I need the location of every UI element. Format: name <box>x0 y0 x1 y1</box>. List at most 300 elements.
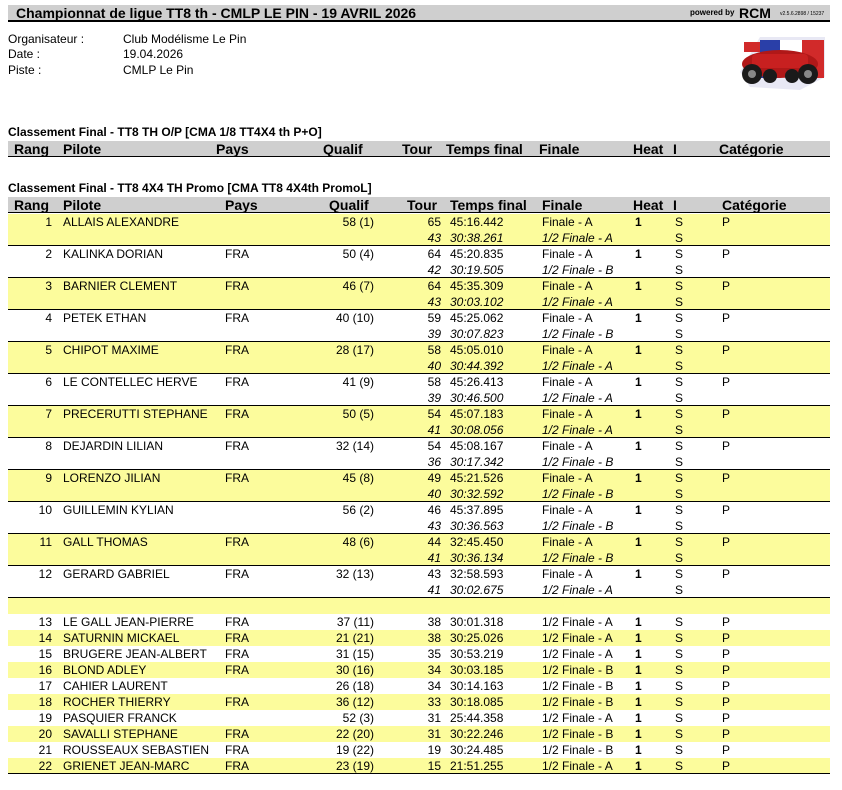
cell-pays: FRA <box>225 471 249 485</box>
section-title: Classement Final - TT8 TH O/P [CMA 1/8 TT4X4 th P+O] <box>8 125 322 139</box>
cell-pays: FRA <box>225 439 249 453</box>
cell-finale: 1/2 Finale - A <box>542 615 613 629</box>
cell-rang: 16 <box>38 663 52 677</box>
cell-tour: 58 <box>427 343 441 357</box>
cell-temps: 30:25.026 <box>450 631 504 645</box>
cell-i: S <box>675 327 684 341</box>
cell-rang: 19 <box>38 711 52 725</box>
cell-finale: Finale - A <box>542 247 593 261</box>
cell-temps: 30:38.261 <box>450 231 504 245</box>
cell-i: S <box>675 311 684 325</box>
cell-tour: 43 <box>427 231 441 245</box>
cell-heat: 1 <box>635 535 642 549</box>
table-row <box>8 646 830 662</box>
cell-pays: FRA <box>225 727 249 741</box>
cell-pilote: BRUGERE JEAN-ALBERT <box>63 647 207 661</box>
cell-finale: 1/2 Finale - B <box>542 263 614 277</box>
cell-temps: 45:21.526 <box>450 471 504 485</box>
col-temps: Temps final <box>450 197 527 213</box>
cell-temps: 25:44.358 <box>450 711 504 725</box>
col-tour: Tour <box>407 197 438 213</box>
table-row <box>8 262 830 278</box>
brand-label: RCM <box>739 5 771 21</box>
cell-rang: 21 <box>38 743 52 757</box>
page-title: Championnat de ligue TT8 th - CMLP LE PIN - 19 AVRIL 2026 <box>16 5 417 21</box>
cell-tour: 34 <box>427 663 441 677</box>
cell-pilote: LE CONTELLEC HERVE <box>63 375 198 389</box>
cell-cat: P <box>722 407 731 421</box>
cell-tour: 64 <box>427 279 441 293</box>
info-label: Date : <box>8 47 41 61</box>
cell-rang: 4 <box>45 311 52 325</box>
cell-cat: P <box>722 439 731 453</box>
table-row <box>8 326 830 342</box>
cell-rang: 9 <box>45 471 52 485</box>
table-row <box>8 502 830 518</box>
col-finale: Finale <box>539 141 580 157</box>
cell-i: S <box>675 215 684 229</box>
cell-finale: Finale - A <box>542 375 593 389</box>
cell-cat: P <box>722 679 731 693</box>
cell-pays: FRA <box>225 535 249 549</box>
table-row <box>8 534 830 550</box>
cell-temps: 30:36.134 <box>450 551 504 565</box>
cell-tour: 59 <box>427 311 441 325</box>
cell-tour: 41 <box>427 423 441 437</box>
col-heat: Heat <box>633 141 664 157</box>
cell-cat: P <box>722 503 731 517</box>
table-header <box>8 197 830 213</box>
cell-pilote: GRIENET JEAN-MARC <box>63 759 190 773</box>
cell-rang: 3 <box>45 279 52 293</box>
cell-tour: 41 <box>427 583 441 597</box>
cell-finale: Finale - A <box>542 279 593 293</box>
cell-tour: 43 <box>427 567 441 581</box>
cell-rang: 12 <box>38 567 52 581</box>
cell-pilote: PRECERUTTI STEPHANE <box>63 407 208 421</box>
cell-heat: 1 <box>635 663 642 677</box>
cell-tour: 49 <box>427 471 441 485</box>
cell-finale: 1/2 Finale - A <box>542 359 613 373</box>
cell-tour: 34 <box>427 679 441 693</box>
cell-temps: 21:51.255 <box>450 759 504 773</box>
cell-pays: FRA <box>225 743 249 757</box>
cell-i: S <box>675 503 684 517</box>
table-row <box>8 342 830 358</box>
cell-temps: 30:36.563 <box>450 519 504 533</box>
cell-pays: FRA <box>225 343 249 357</box>
cell-cat: P <box>722 743 731 757</box>
cell-cat: P <box>722 615 731 629</box>
cell-heat: 1 <box>635 471 642 485</box>
cell-pays: FRA <box>225 631 249 645</box>
cell-cat: P <box>722 647 731 661</box>
cell-heat: 1 <box>635 647 642 661</box>
cell-qualif: 21 (21) <box>335 631 374 645</box>
cell-pilote: PETEK ETHAN <box>63 311 147 325</box>
col-finale: Finale <box>542 197 583 213</box>
cell-qualif: 52 (3) <box>342 711 374 725</box>
info-value: Club Modélisme Le Pin <box>123 32 247 46</box>
cell-temps: 45:05.010 <box>450 343 504 357</box>
cell-finale: Finale - A <box>542 503 593 517</box>
cell-tour: 43 <box>427 295 441 309</box>
cell-i: S <box>675 615 684 629</box>
cell-rang: 18 <box>38 695 52 709</box>
cell-finale: 1/2 Finale - B <box>542 519 614 533</box>
cell-heat: 1 <box>635 631 642 645</box>
cell-i: S <box>675 519 684 533</box>
table-row <box>8 406 830 422</box>
cell-i: S <box>675 631 684 645</box>
cell-qualif: 37 (11) <box>336 615 374 629</box>
cell-i: S <box>675 279 684 293</box>
cell-pilote: ROUSSEAUX SEBASTIEN <box>63 743 210 757</box>
cell-i: S <box>675 535 684 549</box>
cell-pays: FRA <box>225 663 249 677</box>
table-row <box>8 582 830 598</box>
cell-tour: 42 <box>427 263 441 277</box>
cell-rang: 8 <box>45 439 52 453</box>
cell-pays: FRA <box>225 375 249 389</box>
cell-i: S <box>675 743 684 757</box>
cell-rang: 15 <box>38 647 52 661</box>
col-cat: Catégorie <box>719 141 784 157</box>
cell-i: S <box>675 439 684 453</box>
col-i: I <box>673 141 677 157</box>
cell-i: S <box>675 471 684 485</box>
table-row <box>8 454 830 470</box>
cell-tour: 40 <box>427 487 441 501</box>
cell-tour: 38 <box>427 631 441 645</box>
cell-cat: P <box>722 759 731 773</box>
info-value: CMLP Le Pin <box>123 63 194 77</box>
cell-heat: 1 <box>635 279 642 293</box>
cell-qualif: 50 (5) <box>342 407 374 421</box>
cell-tour: 33 <box>427 695 441 709</box>
cell-pilote: GERARD GABRIEL <box>63 567 170 581</box>
table-row <box>8 566 830 582</box>
cell-heat: 1 <box>635 743 642 757</box>
cell-finale: 1/2 Finale - B <box>542 327 614 341</box>
cell-tour: 36 <box>427 455 441 469</box>
cell-i: S <box>675 231 684 245</box>
cell-qualif: 32 (14) <box>335 439 374 453</box>
cell-pays: FRA <box>225 695 249 709</box>
cell-rang: 10 <box>38 503 52 517</box>
cell-temps: 30:18.085 <box>450 695 504 709</box>
cell-qualif: 41 (9) <box>342 375 374 389</box>
cell-i: S <box>675 407 684 421</box>
cell-pays: FRA <box>225 407 249 421</box>
table-row <box>8 758 830 774</box>
col-rang: Rang <box>14 197 49 213</box>
powered-by-label: powered by <box>690 8 735 17</box>
cell-temps: 45:35.309 <box>450 279 504 293</box>
cell-heat: 1 <box>635 711 642 725</box>
cell-i: S <box>675 391 684 405</box>
cell-tour: 19 <box>427 743 441 757</box>
cell-temps: 30:14.163 <box>450 679 504 693</box>
cell-qualif: 50 (4) <box>342 247 374 261</box>
cell-finale: Finale - A <box>542 535 593 549</box>
col-tour: Tour <box>402 141 433 157</box>
cell-temps: 45:08.167 <box>450 439 504 453</box>
cell-cat: P <box>722 711 731 725</box>
club-logo-icon <box>730 32 830 92</box>
version-label: v2.5.6.2898 / 15237 <box>780 11 825 17</box>
cell-qualif: 40 (10) <box>335 311 374 325</box>
cell-i: S <box>675 487 684 501</box>
cell-tour: 54 <box>427 407 441 421</box>
cell-finale: Finale - A <box>542 567 593 581</box>
cell-tour: 65 <box>427 215 441 229</box>
cell-rang: 5 <box>45 343 52 357</box>
cell-rang: 22 <box>38 759 52 773</box>
cell-finale: 1/2 Finale - B <box>542 663 614 677</box>
cell-tour: 39 <box>427 327 441 341</box>
cell-finale: 1/2 Finale - B <box>542 487 614 501</box>
cell-rang: 1 <box>45 215 52 229</box>
cell-pays: FRA <box>225 279 249 293</box>
cell-pilote: CAHIER LAURENT <box>63 679 168 693</box>
cell-finale: 1/2 Finale - A <box>542 391 613 405</box>
cell-pilote: GALL THOMAS <box>63 535 148 549</box>
cell-heat: 1 <box>635 727 642 741</box>
cell-tour: 39 <box>427 391 441 405</box>
cell-temps: 30:01.318 <box>450 615 504 629</box>
cell-temps: 30:03.102 <box>450 295 504 309</box>
col-pays: Pays <box>216 141 249 157</box>
table-row <box>8 278 830 294</box>
cell-heat: 1 <box>635 375 642 389</box>
cell-pilote: BLOND ADLEY <box>63 663 147 677</box>
table-header <box>8 141 830 157</box>
cell-finale: Finale - A <box>542 215 593 229</box>
cell-qualif: 45 (8) <box>342 471 374 485</box>
info-label: Organisateur : <box>8 32 85 46</box>
cell-qualif: 56 (2) <box>342 503 374 517</box>
col-pilote: Pilote <box>63 141 102 157</box>
table-row <box>8 678 830 694</box>
info-label: Piste : <box>8 63 42 77</box>
cell-tour: 43 <box>427 519 441 533</box>
cell-finale: 1/2 Finale - B <box>542 727 614 741</box>
cell-rang: 7 <box>45 407 52 421</box>
cell-pilote: KALINKA DORIAN <box>63 247 164 261</box>
cell-heat: 1 <box>635 503 642 517</box>
cell-pays: FRA <box>225 615 249 629</box>
cell-temps: 32:58.593 <box>450 567 504 581</box>
cell-rang: 14 <box>38 631 52 645</box>
cell-tour: 15 <box>427 759 441 773</box>
cell-finale: 1/2 Finale - A <box>542 295 613 309</box>
title-bar <box>8 5 830 22</box>
cell-tour: 54 <box>427 439 441 453</box>
cell-finale: Finale - A <box>542 439 593 453</box>
cell-qualif: 22 (20) <box>335 727 374 741</box>
cell-cat: P <box>722 631 731 645</box>
cell-i: S <box>675 423 684 437</box>
table-row <box>8 710 830 726</box>
cell-rang: 20 <box>38 727 52 741</box>
cell-temps: 30:44.392 <box>450 359 504 373</box>
cell-finale: 1/2 Finale - A <box>542 583 613 597</box>
cell-tour: 40 <box>427 359 441 373</box>
table-row <box>8 614 830 630</box>
cell-i: S <box>675 727 684 741</box>
cell-cat: P <box>722 663 731 677</box>
cell-temps: 45:26.413 <box>450 375 504 389</box>
table-row <box>8 550 830 566</box>
table-row <box>8 422 830 438</box>
cell-cat: P <box>722 567 731 581</box>
cell-i: S <box>675 343 684 357</box>
cell-temps: 32:45.450 <box>450 535 504 549</box>
cell-finale: 1/2 Finale - B <box>542 743 614 757</box>
cell-tour: 38 <box>427 615 441 629</box>
cell-finale: 1/2 Finale - A <box>542 631 613 645</box>
cell-finale: 1/2 Finale - A <box>542 231 613 245</box>
cell-qualif: 31 (15) <box>335 647 374 661</box>
cell-qualif: 48 (6) <box>342 535 374 549</box>
cell-finale: Finale - A <box>542 311 593 325</box>
cell-tour: 35 <box>427 647 441 661</box>
cell-temps: 30:32.592 <box>450 487 504 501</box>
cell-temps: 45:07.183 <box>450 407 504 421</box>
table-row <box>8 310 830 326</box>
cell-i: S <box>675 359 684 373</box>
cell-pilote: CHIPOT MAXIME <box>63 343 159 357</box>
table-row <box>8 390 830 406</box>
cell-temps: 30:07.823 <box>450 327 504 341</box>
cell-qualif: 58 (1) <box>342 215 374 229</box>
cell-temps: 30:53.219 <box>450 647 504 661</box>
cell-tour: 64 <box>427 247 441 261</box>
col-heat: Heat <box>633 197 664 213</box>
cell-temps: 30:19.505 <box>450 263 504 277</box>
cell-pilote: LORENZO JILIAN <box>63 471 161 485</box>
cell-temps: 45:20.835 <box>450 247 504 261</box>
cell-pilote: DEJARDIN LILIAN <box>63 439 164 453</box>
cell-i: S <box>675 455 684 469</box>
cell-i: S <box>675 679 684 693</box>
cell-rang: 11 <box>39 535 52 549</box>
cell-i: S <box>675 711 684 725</box>
cell-i: S <box>675 375 684 389</box>
cell-qualif: 28 (17) <box>335 343 374 357</box>
cell-pays: FRA <box>225 247 249 261</box>
col-qualif: Qualif <box>329 197 369 213</box>
cell-tour: 44 <box>427 535 441 549</box>
cell-i: S <box>675 295 684 309</box>
cell-temps: 45:25.062 <box>450 311 504 325</box>
cell-cat: P <box>722 471 731 485</box>
cell-heat: 1 <box>635 759 642 773</box>
cell-rang: 6 <box>45 375 52 389</box>
table-row <box>8 374 830 390</box>
cell-finale: 1/2 Finale - B <box>542 455 614 469</box>
table-row <box>8 358 830 374</box>
cell-pilote: BARNIER CLEMENT <box>63 279 178 293</box>
cell-qualif: 23 (19) <box>335 759 374 773</box>
cell-tour: 31 <box>427 727 441 741</box>
cell-heat: 1 <box>635 343 642 357</box>
cell-cat: P <box>722 727 731 741</box>
table-row <box>8 598 830 614</box>
cell-tour: 46 <box>427 503 441 517</box>
cell-finale: 1/2 Finale - B <box>542 679 614 693</box>
col-pays: Pays <box>225 197 258 213</box>
cell-tour: 41 <box>427 551 441 565</box>
cell-finale: Finale - A <box>542 407 593 421</box>
cell-i: S <box>675 567 684 581</box>
cell-temps: 30:46.500 <box>450 391 504 405</box>
cell-pays: FRA <box>225 647 249 661</box>
col-temps: Temps final <box>446 141 523 157</box>
cell-pilote: PASQUIER FRANCK <box>63 711 177 725</box>
cell-rang: 17 <box>38 679 52 693</box>
cell-i: S <box>675 647 684 661</box>
cell-finale: Finale - A <box>542 343 593 357</box>
cell-temps: 30:17.342 <box>450 455 504 469</box>
cell-qualif: 36 (12) <box>335 695 374 709</box>
cell-temps: 30:02.675 <box>450 583 504 597</box>
cell-cat: P <box>722 695 731 709</box>
table-row <box>8 518 830 534</box>
cell-i: S <box>675 759 684 773</box>
cell-heat: 1 <box>635 567 642 581</box>
cell-i: S <box>675 247 684 261</box>
cell-cat: P <box>722 535 731 549</box>
col-i: I <box>673 197 677 213</box>
cell-i: S <box>675 551 684 565</box>
cell-temps: 30:08.056 <box>450 423 504 437</box>
cell-heat: 1 <box>635 311 642 325</box>
cell-cat: P <box>722 343 731 357</box>
cell-finale: 1/2 Finale - B <box>542 551 614 565</box>
cell-temps: 30:24.485 <box>450 743 504 757</box>
cell-heat: 1 <box>635 407 642 421</box>
cell-pays: FRA <box>225 759 249 773</box>
cell-tour: 31 <box>427 711 441 725</box>
cell-i: S <box>675 695 684 709</box>
cell-rang: 13 <box>38 615 52 629</box>
cell-i: S <box>675 663 684 677</box>
col-pilote: Pilote <box>63 197 102 213</box>
cell-temps: 45:16.442 <box>450 215 504 229</box>
cell-finale: 1/2 Finale - A <box>542 759 613 773</box>
cell-finale: 1/2 Finale - A <box>542 711 613 725</box>
cell-qualif: 46 (7) <box>342 279 374 293</box>
cell-pays: FRA <box>225 311 249 325</box>
table-row <box>8 742 830 758</box>
table-row <box>8 438 830 454</box>
cell-finale: 1/2 Finale - A <box>542 647 613 661</box>
cell-heat: 1 <box>635 215 642 229</box>
cell-heat: 1 <box>635 695 642 709</box>
cell-cat: P <box>722 215 731 229</box>
col-qualif: Qualif <box>323 141 363 157</box>
cell-pilote: ROCHER THIERRY <box>63 695 171 709</box>
cell-temps: 45:37.895 <box>450 503 504 517</box>
cell-heat: 1 <box>635 679 642 693</box>
table-row <box>8 726 830 742</box>
cell-finale: Finale - A <box>542 471 593 485</box>
cell-heat: 1 <box>635 247 642 261</box>
cell-temps: 30:22.246 <box>450 727 504 741</box>
cell-pilote: SAVALLI STEPHANE <box>63 727 178 741</box>
